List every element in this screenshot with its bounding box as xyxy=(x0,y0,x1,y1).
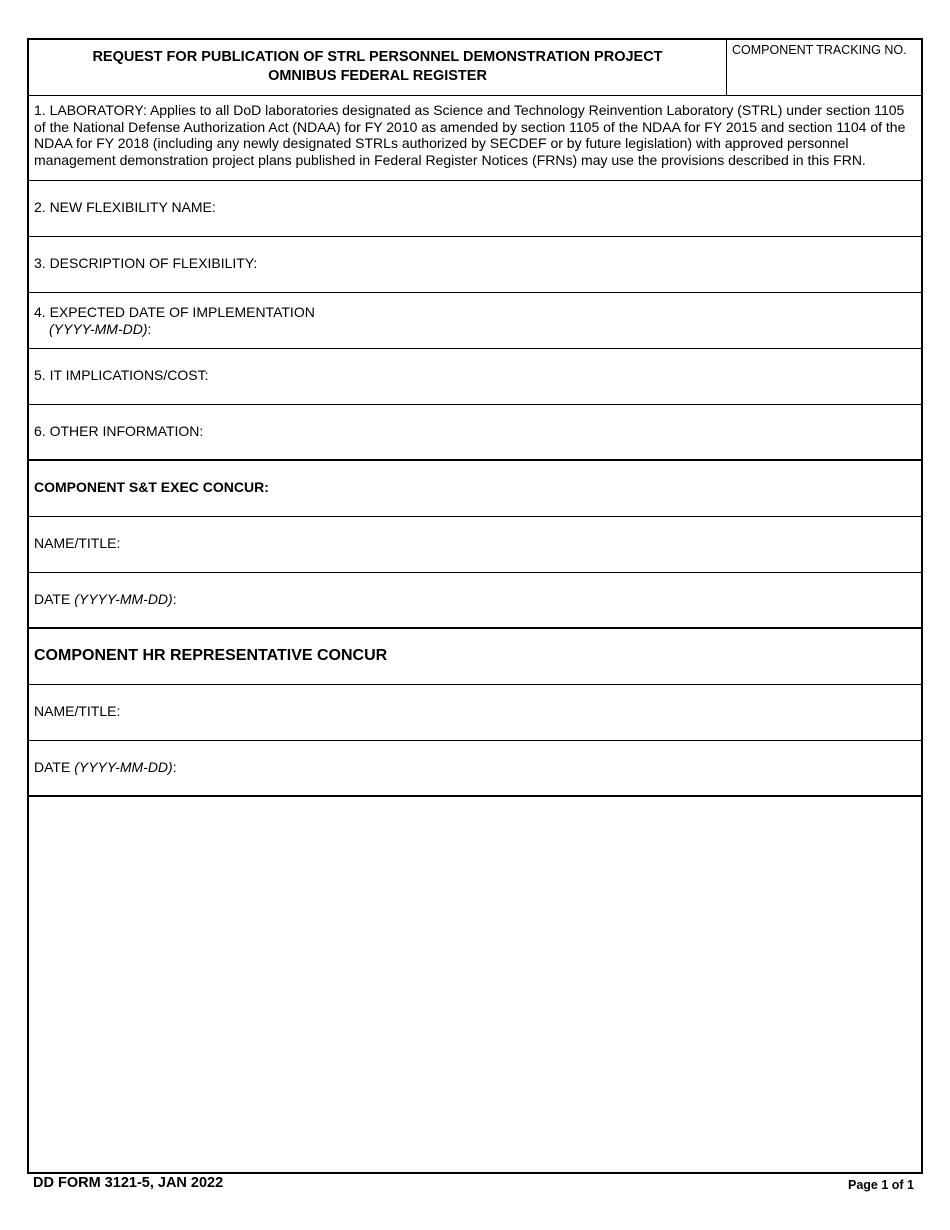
st-exec-name-title-field[interactable] xyxy=(29,517,921,573)
hr-rep-name-title-field[interactable] xyxy=(29,685,921,741)
st-exec-section xyxy=(29,461,921,517)
form-title-line-1: REQUEST FOR PUBLICATION OF STRL PERSONNEL DEMONSTRATION PROJECT xyxy=(92,49,663,65)
st-exec-date-label: DATE xyxy=(34,591,71,607)
st-exec-date-field[interactable]: DATE (YYYY-MM-DD): xyxy=(29,573,921,629)
form-number: DD FORM 3121-5, JAN 2022 xyxy=(33,1175,224,1191)
form-title xyxy=(29,40,727,95)
hr-rep-date-label: DATE xyxy=(34,759,71,775)
form-title-line-2: OMNIBUS FEDERAL REGISTER xyxy=(268,68,487,84)
description-field[interactable] xyxy=(29,237,921,293)
st-exec-name-title-label: NAME/TITLE: xyxy=(34,535,121,551)
page-number: Page 1 of 1 xyxy=(848,1178,914,1192)
laboratory-statement xyxy=(29,96,921,181)
expected-date-format: (YYYY-MM-DD) xyxy=(49,321,148,337)
hr-rep-section xyxy=(29,629,921,685)
expected-date-field[interactable]: 4. EXPECTED DATE OF IMPLEMENTATION (YYYY-MM-DD): xyxy=(29,293,921,349)
form-header xyxy=(29,40,921,96)
tracking-number-label: COMPONENT TRACKING NO. xyxy=(732,43,907,57)
other-information-field[interactable] xyxy=(29,405,921,461)
expected-date-label: 4. EXPECTED DATE OF IMPLEMENTATION xyxy=(34,304,315,320)
it-implications-field[interactable] xyxy=(29,349,921,405)
flexibility-name-label: 2. NEW FLEXIBILITY NAME: xyxy=(34,199,216,215)
flexibility-name-field[interactable] xyxy=(29,181,921,237)
tracking-number-field[interactable] xyxy=(727,40,921,95)
st-exec-heading: COMPONENT S&T EXEC CONCUR: xyxy=(34,479,269,495)
laboratory-text: 1. LABORATORY: Applies to all DoD laboratories designated as Science and Technology Reinvention Laboratory (STRL) under section 1105 of the National Defense Authorization Act (NDAA) for FY 2010 as amended by section 1105 of the NDAA for FY 2015 and section 1104 of the NDAA for FY 2018 (including any newly designated STRLs authorized by SECDEF or by future legislation) with approved personnel management demonstration project plans published in Federal Register Notices (FRNs) may use the provisions described in this FRN. xyxy=(34,102,906,168)
hr-rep-heading: COMPONENT HR REPRESENTATIVE CONCUR xyxy=(34,647,388,664)
description-label: 3. DESCRIPTION OF FLEXIBILITY: xyxy=(34,255,258,271)
it-implications-label: 5. IT IMPLICATIONS/COST: xyxy=(34,367,209,383)
form-frame xyxy=(27,38,923,1174)
blank-area xyxy=(29,797,921,1172)
st-exec-date-format: (YYYY-MM-DD) xyxy=(74,591,173,607)
hr-rep-name-title-label: NAME/TITLE: xyxy=(34,703,121,719)
hr-rep-date-format: (YYYY-MM-DD) xyxy=(74,759,173,775)
hr-rep-date-field[interactable]: DATE (YYYY-MM-DD): xyxy=(29,741,921,797)
other-information-label: 6. OTHER INFORMATION: xyxy=(34,423,204,439)
